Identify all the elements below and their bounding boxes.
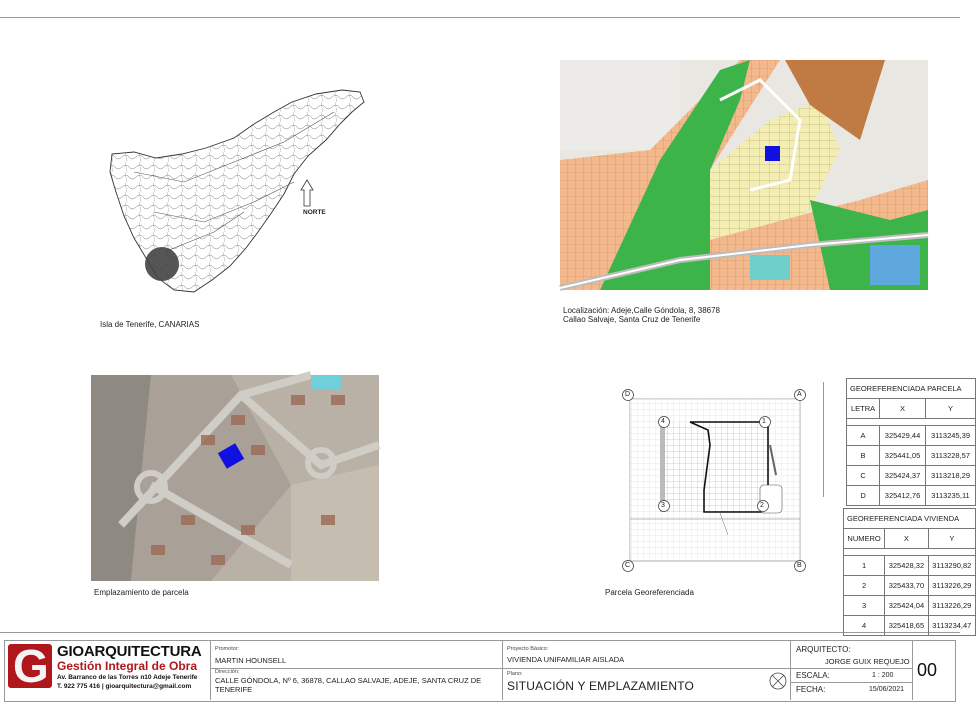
table-cell: 3113234,47 [928, 616, 975, 636]
table-row [844, 556, 976, 576]
parcel-plan [620, 385, 815, 580]
table-cell: 325418,65 [885, 616, 928, 636]
island-caption: Isla de Tenerife, CANARIAS [100, 320, 200, 329]
table-cell: 1 [844, 556, 885, 576]
table-cell: 325429,44 [880, 426, 926, 446]
point-label-1: 1 [762, 418, 766, 425]
table-cell: 3113226,29 [928, 576, 975, 596]
parcel-highlight [765, 146, 780, 161]
bottom-border-line [0, 632, 960, 633]
logo-address: Av. Barranco de las Torres n10 Adeje Tenerife [57, 674, 198, 681]
table-cell: 325441,05 [880, 446, 926, 466]
logo-title: GIOARQUITECTURA [57, 643, 202, 660]
plano-label: Plano: [507, 671, 523, 677]
corner-label-A: A [797, 391, 802, 398]
table-row [847, 446, 976, 466]
zoning-map [560, 60, 928, 290]
table-row [844, 596, 976, 616]
georef-parcela-title: GEOREFERENCIADA PARCELA [847, 379, 976, 399]
table-cell: B [847, 446, 880, 466]
location-caption-line2: Callao Salvaje, Santa Cruz de Tenerife [563, 315, 701, 324]
table-cell: 3113245,39 [925, 426, 975, 446]
table-cell: 325424,04 [885, 596, 928, 616]
table-cell: 325433,70 [885, 576, 928, 596]
title-block [0, 640, 960, 720]
parcel-caption: Parcela Georeferenciada [605, 588, 694, 597]
corner-label-B: B [797, 562, 802, 569]
direccion-line2: TENERIFE [215, 685, 253, 694]
promotor-value: MARTIN HOUNSELL [215, 656, 287, 665]
table-cell: 3113218,29 [925, 466, 975, 486]
escala-value: 1 : 200 [872, 672, 894, 679]
table-header: X [880, 399, 926, 419]
table-row [844, 576, 976, 596]
logo-subtitle: Gestión Integral de Obra [57, 659, 198, 673]
arquitecto-value: JORGE GUIX REQUEJO [825, 657, 910, 666]
table-header: X [885, 529, 928, 549]
point-label-4: 4 [661, 418, 665, 425]
table-cell: 325412,76 [880, 486, 926, 506]
georef-vivienda-title: GEOREFERENCIADA VIVIENDA [844, 509, 976, 529]
table-row [847, 486, 976, 506]
proyecto-value: VIVIENDA UNIFAMILIAR AISLADA [507, 655, 625, 664]
table-row [844, 616, 976, 636]
table-cell: 3 [844, 596, 885, 616]
north-arrow-icon [301, 180, 313, 206]
tables-separator [823, 382, 824, 497]
arquitecto-label: ARQUITECTO: [796, 645, 851, 654]
table-cell: 4 [844, 616, 885, 636]
table-cell: 325424,37 [880, 466, 926, 486]
table-row [847, 466, 976, 486]
table-header: NUMERO [844, 529, 885, 549]
table-cell: D [847, 486, 880, 506]
plano-value: SITUACIÓN Y EMPLAZAMIENTO [507, 679, 695, 693]
point-label-2: 2 [760, 502, 764, 509]
direccion-label: Dirección: [215, 669, 240, 675]
plot-symbol-icon [768, 671, 788, 691]
island-map [94, 82, 384, 304]
top-border-line [0, 17, 960, 18]
corner-label-D: D [625, 391, 631, 398]
sheet-number: 00 [917, 660, 938, 680]
location-caption-line1: Localización: Adeje,Calle Góndola, 8, 38678 [563, 306, 720, 315]
table-row [847, 426, 976, 446]
logo-letter: G [13, 640, 49, 692]
logo-mark [8, 640, 52, 692]
direccion-line1: CALLE GÓNDOLA, Nº 6, 36878, CALLAO SALVAJE, ADEJE, SANTA CRUZ DE [215, 676, 482, 685]
table-cell: 3113228,57 [925, 446, 975, 466]
table-cell: 325428,32 [885, 556, 928, 576]
escala-label: ESCALA: [796, 671, 830, 680]
georef-vivienda-table [843, 508, 976, 636]
table-header: Y [928, 529, 975, 549]
table-cell: A [847, 426, 880, 446]
table-cell: C [847, 466, 880, 486]
north-label: NORTE [303, 209, 326, 216]
promotor-label: Promotor: [215, 646, 240, 652]
table-header: Y [925, 399, 975, 419]
fecha-value: 15/06/2021 [869, 686, 905, 693]
proyecto-label: Proyecto Básico: [507, 646, 549, 652]
fecha-label: FECHA: [796, 685, 826, 694]
logo-contact: T. 922 775 416 | gioarquitectura@gmail.com [57, 683, 192, 690]
table-cell: 2 [844, 576, 885, 596]
table-cell: 3113235,11 [925, 486, 975, 506]
table-header: LETRA [847, 399, 880, 419]
point-label-3: 3 [661, 502, 665, 509]
corner-label-C: C [625, 562, 631, 569]
aerial-photo [91, 375, 379, 581]
table-cell: 3113290,82 [928, 556, 975, 576]
location-marker [145, 247, 179, 281]
georef-parcela-table [846, 378, 976, 506]
table-cell: 3113226,29 [928, 596, 975, 616]
aerial-caption: Emplazamiento de parcela [94, 588, 189, 597]
